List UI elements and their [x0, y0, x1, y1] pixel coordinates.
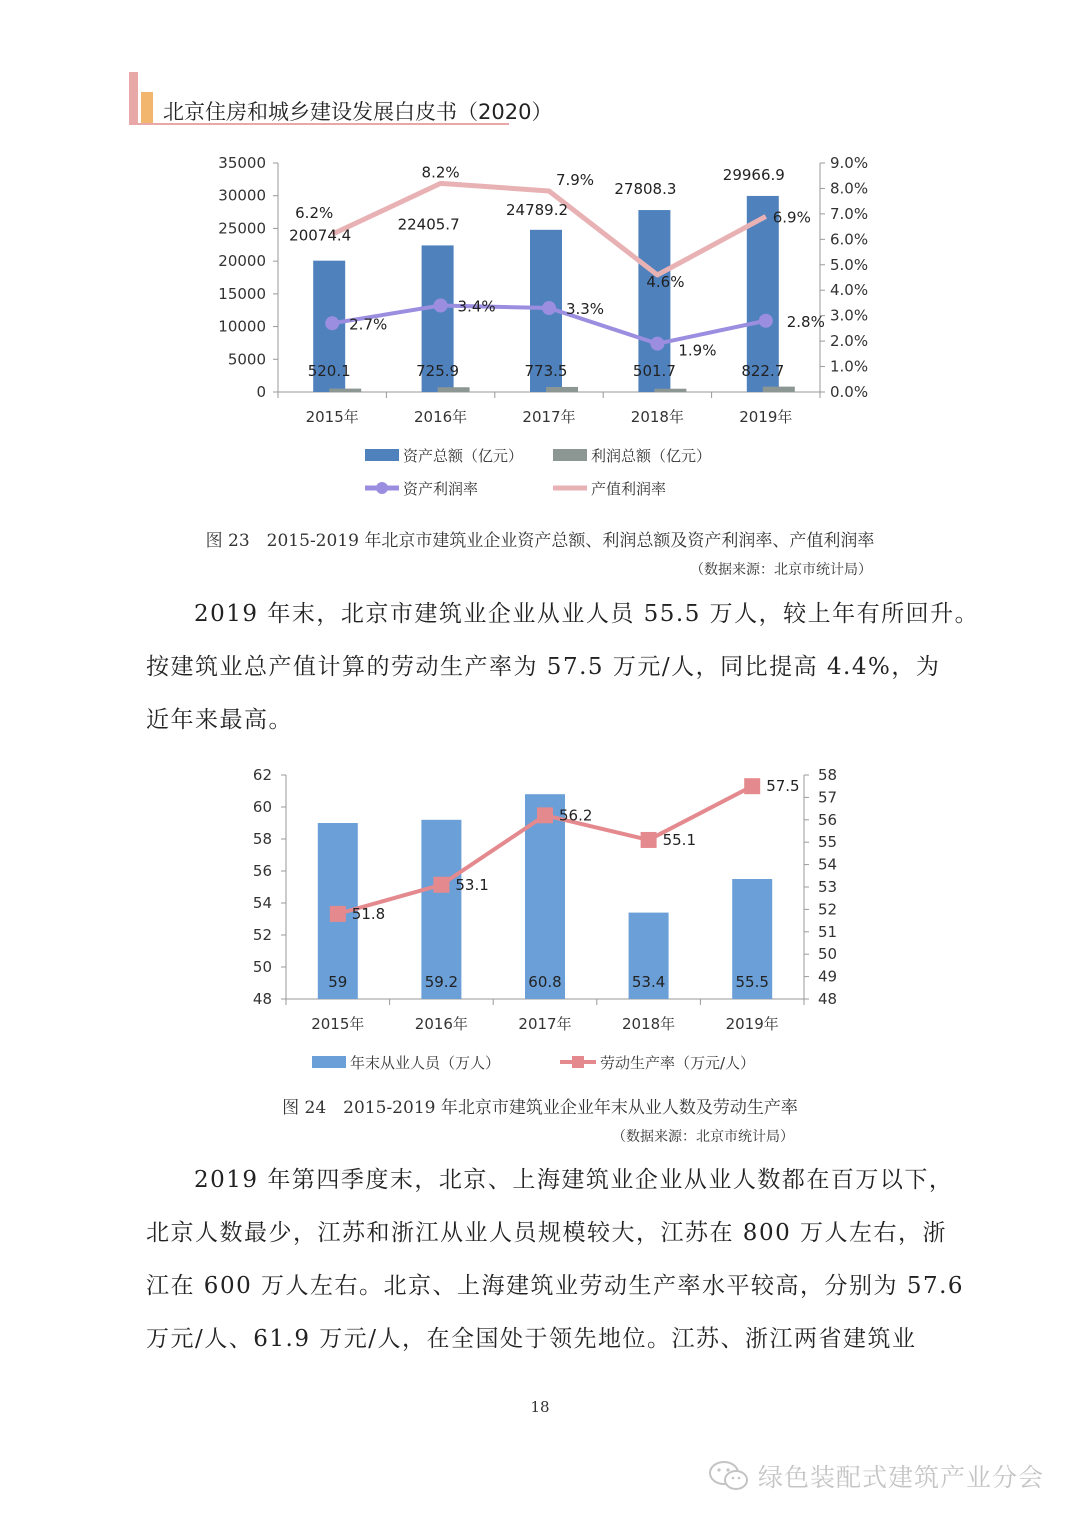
bar-profit-total	[329, 389, 361, 392]
y-left-tick-label: 58	[252, 830, 272, 848]
data-label-asset-total: 22405.7	[397, 215, 460, 234]
data-label-labor-productivity: 57.5	[766, 777, 800, 796]
y-left-tick-label: 30000	[218, 186, 266, 205]
y-left-tick-label: 52	[252, 926, 272, 944]
data-label-profit-total: 773.5	[524, 362, 568, 380]
data-label-output-profit-rate: 8.2%	[421, 163, 460, 182]
data-label-year-end-staff: 59	[328, 973, 348, 991]
y-left-tick-label: 35000	[218, 154, 266, 172]
point-asset-profit-rate	[759, 314, 773, 328]
legend-label-profit-total: 利润总额（亿元）	[591, 447, 712, 465]
y-left-tick-label: 48	[252, 990, 272, 1008]
y-right-tick-label: 0.0%	[830, 383, 869, 401]
y-left-tick-label: 0	[256, 383, 266, 401]
header-title: 北京住房和城乡建设发展白皮书（2020）	[163, 100, 553, 124]
data-label-year-end-staff: 59.2	[424, 973, 459, 991]
figure24-caption: 图 24 2015-2019 年北京市建筑业企业年末从业人数及劳动生产率	[282, 1098, 798, 1118]
paragraph-line: 按建筑业总产值计算的劳动生产率为 57.5 万元/人，同比提高 4.4%，为	[146, 654, 941, 680]
figure23-source: （数据来源：北京市统计局）	[690, 562, 872, 578]
data-label-year-end-staff: 53.4	[631, 973, 666, 991]
data-label-labor-productivity: 53.1	[455, 875, 489, 894]
x-tick-label: 2019年	[739, 408, 793, 426]
y-right-tick-label: 54	[818, 855, 838, 874]
y-right-tick-label: 7.0%	[830, 204, 869, 223]
point-labor-productivity	[330, 906, 346, 922]
data-label-asset-total: 29966.9	[722, 165, 785, 184]
x-tick-label: 2017年	[518, 1015, 572, 1033]
data-label-profit-total: 725.9	[416, 362, 460, 380]
paragraph-line: 2019 年第四季度末，北京、上海建筑业企业从业人数都在百万以下，	[194, 1167, 954, 1193]
legend-swatch-asset-total	[365, 449, 399, 461]
y-right-tick-label: 58	[818, 766, 838, 784]
watermark-text: 绿色装配式建筑产业分会	[758, 1463, 1045, 1492]
y-right-tick-label: 48	[818, 990, 838, 1008]
y-right-tick-label: 1.0%	[830, 357, 869, 376]
data-label-output-profit-rate: 4.6%	[646, 272, 685, 291]
legend-swatch-year-end-staff	[312, 1056, 346, 1068]
y-left-tick-label: 5000	[227, 350, 266, 369]
x-tick-label: 2015年	[305, 408, 359, 426]
y-right-tick-label: 6.0%	[830, 230, 869, 249]
point-labor-productivity	[537, 807, 553, 823]
point-labor-productivity	[433, 877, 449, 893]
y-left-tick-label: 56	[252, 862, 272, 880]
data-label-labor-productivity: 56.2	[559, 806, 593, 825]
y-left-tick-label: 15000	[218, 284, 266, 303]
data-label-output-profit-rate: 7.9%	[555, 170, 595, 189]
point-labor-productivity	[641, 832, 657, 848]
y-right-tick-label: 57	[818, 788, 838, 807]
point-asset-profit-rate	[542, 301, 556, 315]
data-label-asset-total: 27808.3	[614, 180, 677, 199]
legend-swatch-profit-total	[553, 449, 587, 461]
y-right-tick-label: 9.0%	[830, 154, 869, 172]
point-asset-profit-rate	[650, 337, 664, 351]
bar-profit-total	[654, 389, 686, 392]
y-right-tick-label: 51	[818, 922, 838, 941]
figure23-chart	[190, 150, 890, 510]
y-right-tick-label: 50	[818, 945, 838, 964]
bar-profit-total	[546, 387, 578, 392]
page-number: 18	[530, 1398, 550, 1416]
y-right-tick-label: 55	[818, 833, 838, 852]
paragraph-line: 万元/人、61.9 万元/人，在全国处于领先地位。江苏、浙江两省建筑业	[146, 1326, 917, 1352]
data-label-profit-total: 520.1	[307, 362, 351, 380]
x-tick-label: 2018年	[622, 1015, 676, 1033]
x-tick-label: 2015年	[311, 1015, 365, 1033]
y-left-tick-label: 20000	[218, 252, 266, 271]
data-label-asset-profit-rate: 2.8%	[786, 312, 825, 331]
header-accent-bar	[129, 72, 138, 124]
x-tick-label: 2018年	[630, 408, 684, 426]
data-label-asset-profit-rate: 3.4%	[457, 297, 496, 316]
bar-profit-total	[438, 387, 470, 392]
figure23-caption: 图 23 2015-2019 年北京市建筑业企业资产总额、利润总额及资产利润率、产值利润率	[205, 531, 875, 551]
y-right-tick-label: 53	[818, 878, 838, 896]
y-left-tick-label: 50	[252, 958, 272, 976]
paragraph-line: 北京人数最少，江苏和浙江从业人员规模较大，江苏在 800 万人左右，浙	[146, 1220, 948, 1246]
data-label-profit-total: 501.7	[632, 362, 676, 380]
figure24-chart	[230, 760, 850, 1080]
y-right-tick-label: 2.0%	[830, 332, 869, 351]
y-left-tick-label: 54	[252, 894, 272, 912]
y-left-tick-label: 62	[252, 766, 272, 784]
legend-label-asset-total: 资产总额（亿元）	[403, 447, 524, 465]
legend-marker-asset-profit-rate	[376, 482, 388, 494]
wechat-icon	[708, 1459, 750, 1493]
data-label-asset-total: 24789.2	[505, 200, 569, 219]
data-label-asset-profit-rate: 2.7%	[349, 315, 388, 334]
x-tick-label: 2019年	[725, 1015, 779, 1033]
y-right-tick-label: 49	[818, 967, 838, 986]
y-left-tick-label: 25000	[218, 219, 266, 238]
bar-profit-total	[763, 387, 795, 392]
y-left-tick-label: 60	[252, 798, 272, 816]
paragraph-line: 近年来最高。	[146, 707, 293, 733]
y-right-tick-label: 5.0%	[830, 255, 869, 274]
data-label-asset-profit-rate: 1.9%	[678, 341, 717, 360]
x-tick-label: 2016年	[414, 1015, 468, 1033]
point-asset-profit-rate	[434, 298, 448, 312]
y-right-tick-label: 56	[818, 810, 838, 829]
data-label-output-profit-rate: 6.2%	[295, 204, 334, 223]
y-right-tick-label: 4.0%	[830, 281, 869, 300]
data-label-profit-total: 822.7	[741, 362, 785, 380]
legend-label-labor-productivity: 劳动生产率（万元/人）	[600, 1054, 756, 1072]
legend-marker-labor-productivity	[572, 1056, 584, 1068]
header-accent-bar-orange	[141, 92, 153, 124]
data-label-asset-profit-rate: 3.3%	[565, 300, 605, 319]
paragraph-line: 江在 600 万人左右。北京、上海建筑业劳动生产率水平较高，分别为 57.6	[146, 1273, 965, 1299]
data-label-year-end-staff: 60.8	[528, 973, 562, 991]
legend-label-year-end-staff: 年末从业人员（万人）	[350, 1054, 501, 1072]
point-labor-productivity	[744, 778, 760, 794]
legend-label-asset-profit-rate: 资产利润率	[403, 480, 479, 498]
data-label-asset-total: 20074.4	[289, 226, 352, 245]
x-tick-label: 2017年	[522, 408, 576, 426]
watermark	[708, 1458, 1044, 1494]
paragraph-2	[146, 1154, 965, 1366]
data-label-output-profit-rate: 6.9%	[772, 208, 811, 227]
y-right-tick-label: 3.0%	[830, 306, 869, 325]
x-tick-label: 2016年	[414, 408, 468, 426]
y-right-tick-label: 52	[818, 900, 838, 919]
data-label-labor-productivity: 51.8	[351, 904, 386, 923]
figure24-source: （数据来源：北京市统计局）	[612, 1129, 794, 1145]
data-label-labor-productivity: 55.1	[662, 830, 697, 849]
y-left-tick-label: 10000	[218, 317, 266, 336]
paragraph-1	[146, 588, 980, 747]
legend-label-output-profit-rate: 产值利润率	[591, 480, 667, 498]
y-right-tick-label: 8.0%	[830, 179, 869, 198]
point-asset-profit-rate	[325, 316, 339, 330]
paragraph-line: 2019 年末，北京市建筑业企业从业人员 55.5 万人，较上年有所回升。	[194, 601, 980, 627]
data-label-year-end-staff: 55.5	[735, 973, 769, 991]
